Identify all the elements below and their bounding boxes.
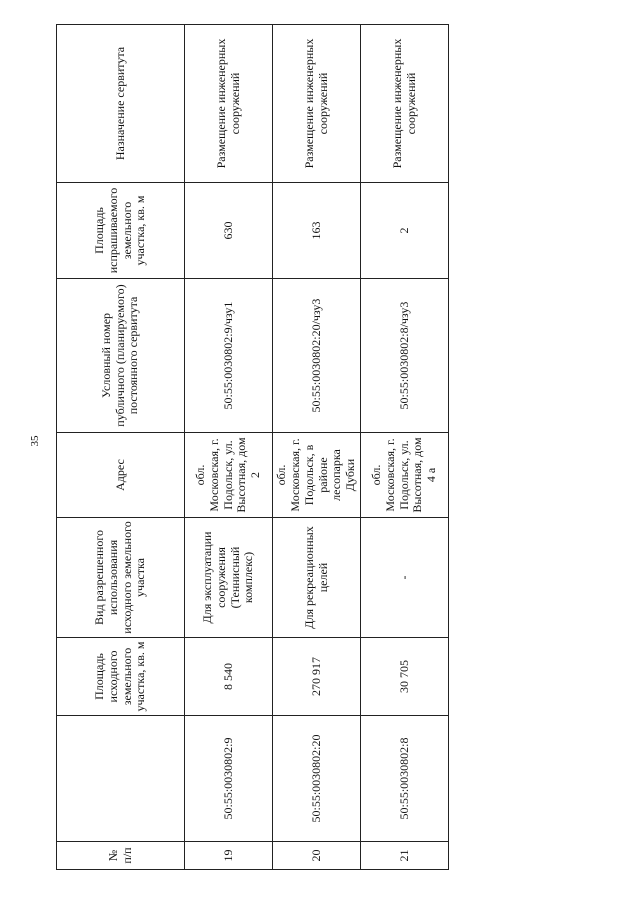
header-cell-requested-area: Площадь испрашиваемого земельного участка, кв. м [57, 183, 185, 279]
header-cell-address: Адрес [57, 433, 185, 518]
header-cell-purpose: Назначение сервитута [57, 25, 185, 183]
cell-permitted-use: Для рекреационных целей [273, 518, 361, 638]
table-row [273, 25, 361, 870]
cell-address: обл. Московская, г. Подольск, ул. Высотная, дом 4 а [361, 433, 449, 518]
servitude-table-container [56, 25, 448, 870]
table-row [185, 25, 273, 870]
cell-servitude-number: 50:55:0030802:20/чзу3 [273, 279, 361, 433]
cell-permitted-use: - [361, 518, 449, 638]
cell-number: 20 [273, 842, 361, 870]
table-row [361, 25, 449, 870]
cell-requested-area: 630 [185, 183, 273, 279]
header-cell-number: № п/п [57, 842, 185, 870]
cell-permitted-use: Для эксплуатации сооружения (Теннисный комплекс) [185, 518, 273, 638]
cell-number: 19 [185, 842, 273, 870]
cell-address: обл. Московская, г. Подольск, ул. Высотная, дом 2 [185, 433, 273, 518]
page-number: 35 [29, 435, 41, 447]
header-cell-permitted-use: Вид разрешенного использования исходного земельного участка [57, 518, 185, 638]
header-cell-servitude-number: Условный номер публичного (планируемого) постоянного сервитута [57, 279, 185, 433]
cell-requested-area: 2 [361, 183, 449, 279]
cell-source-area: 8 540 [185, 638, 273, 716]
cell-servitude-number: 50:55:0030802:9/чзу1 [185, 279, 273, 433]
cell-purpose: Размещение инженерных сооружений [185, 25, 273, 183]
cell-servitude-number: 50:55:0030802:8/чзу3 [361, 279, 449, 433]
cell-source-area: 30 705 [361, 638, 449, 716]
cell-cadastral: 50:55:0030802:8 [361, 716, 449, 842]
cell-number: 21 [361, 842, 449, 870]
cell-cadastral: 50:55:0030802:9 [185, 716, 273, 842]
cell-purpose: Размещение инженерных сооружений [361, 25, 449, 183]
cell-purpose: Размещение инженерных сооружений [273, 25, 361, 183]
cell-source-area: 270 917 [273, 638, 361, 716]
cell-address: обл. Московская, г. Подольск, в районе лесопарка Дубки [273, 433, 361, 518]
table-header-row [57, 25, 185, 870]
header-cell-cadastral [57, 716, 185, 842]
servitude-table [56, 24, 449, 870]
cell-requested-area: 163 [273, 183, 361, 279]
header-cell-source-area: Площадь исходного земельного участка, кв. м [57, 638, 185, 716]
cell-cadastral: 50:55:0030802:20 [273, 716, 361, 842]
